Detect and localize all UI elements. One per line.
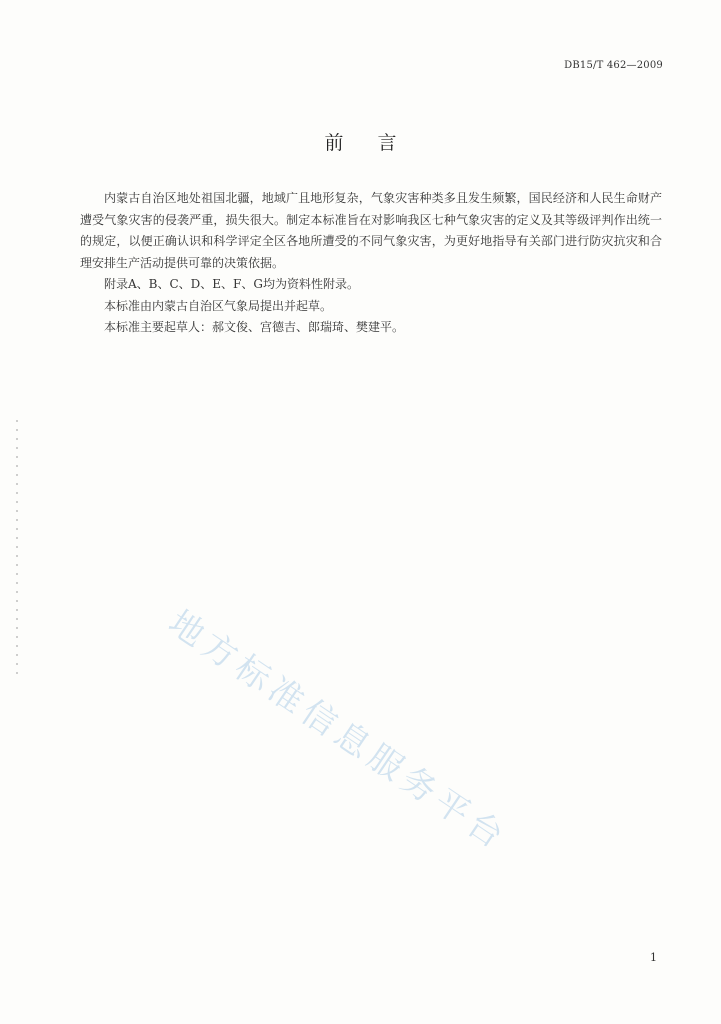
page-number: 1 [650, 951, 657, 964]
paragraph-intro: 内蒙古自治区地处祖国北疆，地域广且地形复杂，气象灾害种类多且发生频繁，国民经济和人民生命财产遭受气象灾害的侵袭严重，损失很大。制定本标准旨在对影响我区七种气象灾害的定义及其等级评判作出统一的规定，以便正确认识和科学评定全区各地所遭受的不同气象灾害，为更好地指导有关部门进行防灾抗灾和合理安排生产活动提供可靠的决策依据。 [80, 191, 662, 270]
scan-edge-marks [16, 420, 18, 680]
paragraph-proposer: 本标准由内蒙古自治区气象局提出并起草。 [104, 298, 333, 313]
paragraph-drafters: 本标准主要起草人：郝文俊、宫德吉、郎瑞琦、樊建平。 [104, 320, 405, 334]
document-code: DB15/T 462—2009 [564, 60, 663, 71]
foreword-body [80, 188, 662, 339]
page-title: 前言 [324, 132, 431, 154]
paragraph-appendix: 附录A、B、C、D、E、F、G均为资料性附录。 [104, 277, 359, 291]
watermark: 地方标准信息服务平台 [161, 602, 516, 860]
